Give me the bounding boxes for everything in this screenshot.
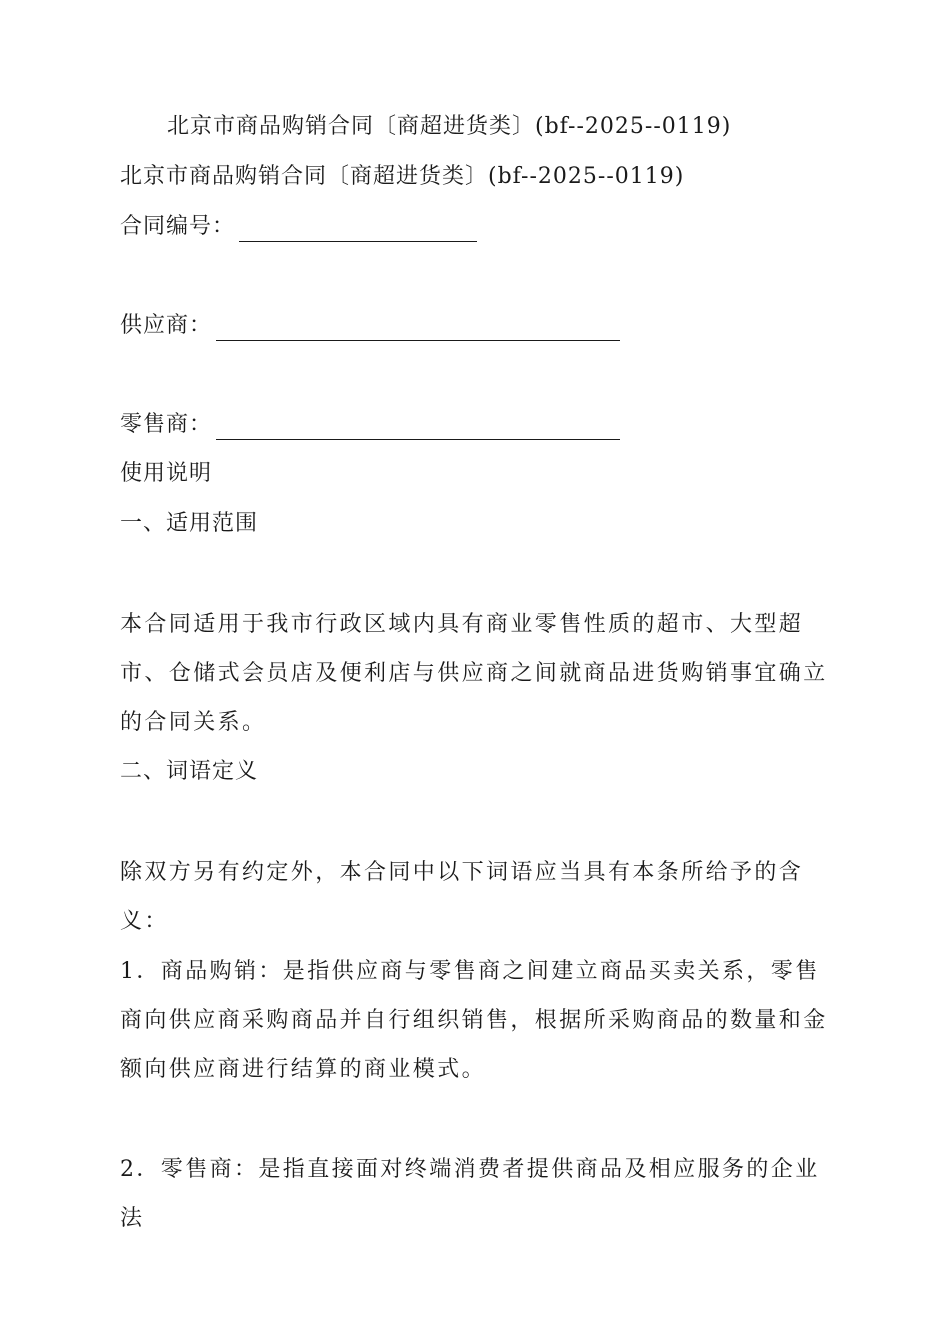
section-2-heading: 二、词语定义 bbox=[120, 759, 259, 784]
supplier-label: 供应商： bbox=[120, 313, 213, 338]
document-title: 北京市商品购销合同〔商超进货类〕(bf--2025--0119) bbox=[120, 164, 685, 189]
retailer-label: 零售商： bbox=[120, 412, 213, 437]
supplier-row bbox=[120, 311, 620, 341]
retailer-row bbox=[120, 410, 620, 440]
document-header-title: 北京市商品购销合同〔商超进货类〕(bf--2025--0119) bbox=[167, 114, 732, 139]
definition-1-paragraph: 1．商品购销：是指供应商与零售商之间建立商品买卖关系，零售商向供应商采购商品并自行组织销售，根据所采购商品的数量和金额向供应商进行结算的商业模式。 bbox=[120, 959, 828, 1082]
section-1-heading: 一、适用范围 bbox=[120, 511, 259, 536]
retailer-blank bbox=[216, 417, 620, 440]
definition-2-paragraph: 2．零售商：是指直接面对终端消费者提供商品及相应服务的企业法 bbox=[120, 1157, 820, 1231]
supplier-blank bbox=[216, 318, 620, 341]
contract-number-blank bbox=[239, 219, 477, 242]
contract-number-label: 合同编号： bbox=[120, 214, 236, 239]
usage-heading: 使用说明 bbox=[120, 461, 213, 486]
section-2-intro-paragraph: 除双方另有约定外，本合同中以下词语应当具有本条所给予的含义： bbox=[120, 860, 804, 934]
section-1-body bbox=[120, 600, 835, 747]
definition-2 bbox=[120, 1145, 835, 1243]
section-2-intro bbox=[120, 848, 835, 946]
definition-1 bbox=[120, 947, 835, 1094]
section-1-paragraph: 本合同适用于我市行政区域内具有商业零售性质的超市、大型超市、仓储式会员店及便利店与供应商之间就商品进货购销事宜确立的合同关系。 bbox=[120, 612, 828, 735]
contract-number-row bbox=[120, 212, 477, 242]
